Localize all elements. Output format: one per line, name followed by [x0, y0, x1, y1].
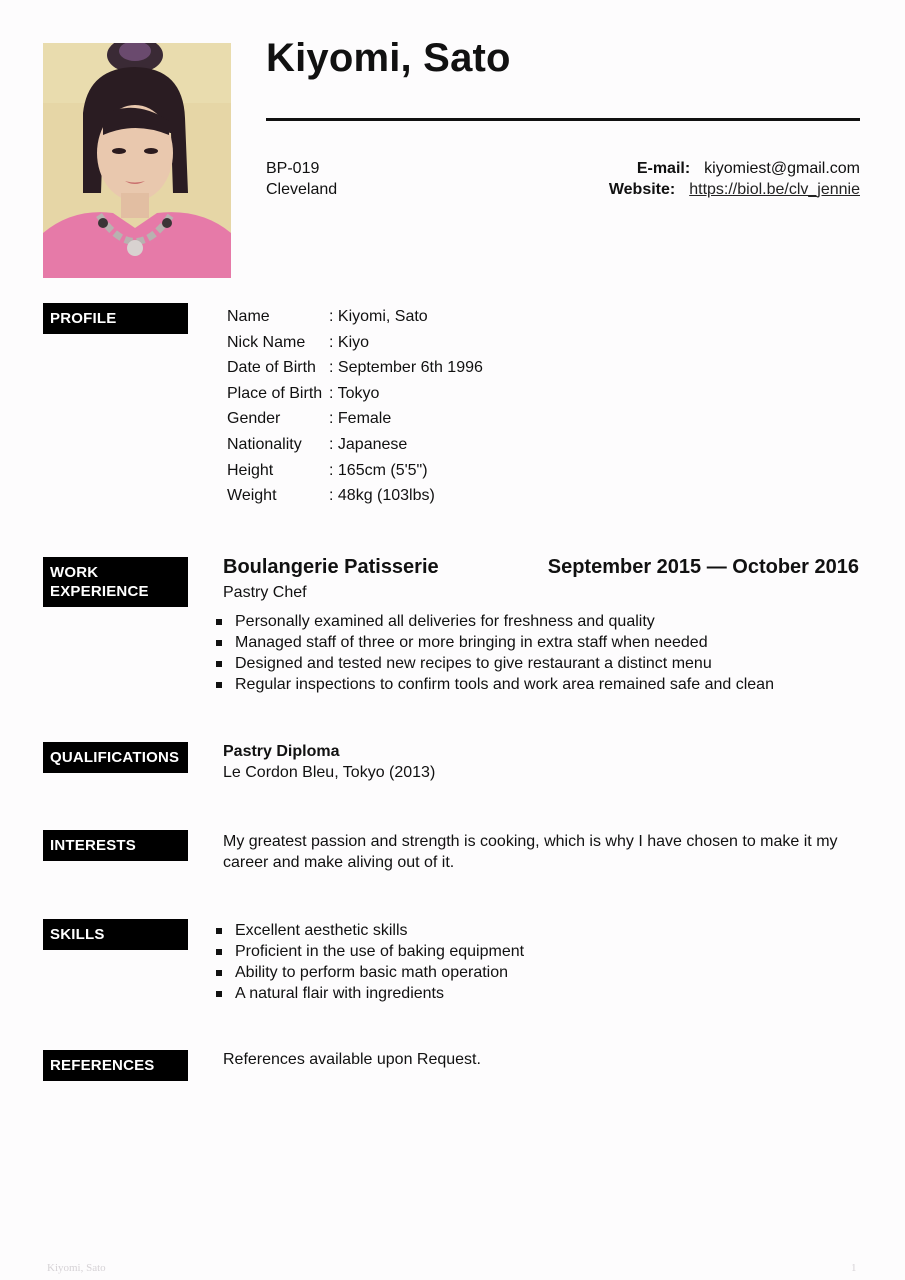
profile-row — [227, 408, 483, 434]
email-row — [609, 158, 860, 179]
profile-value: : September 6th 1996 — [329, 357, 483, 383]
section-label-references: REFERENCES — [43, 1050, 188, 1081]
email-label: E-mail: — [636, 160, 691, 177]
job-duties-list — [216, 611, 774, 695]
profile-value: : Kiyomi, Sato — [329, 306, 428, 332]
profile-photo — [43, 43, 231, 278]
website-row — [609, 179, 860, 200]
list-item: Proficient in the use of baking equipment — [216, 941, 524, 962]
page-number: 1 — [851, 1262, 857, 1274]
qualification-school: Le Cordon Bleu, Tokyo (2013) — [223, 764, 436, 781]
interests-text: My greatest passion and strength is cooking, which is why I have chosen to make it my career and make aliving out of it. — [223, 833, 838, 871]
section-label-line: EXPERIENCE — [50, 583, 149, 600]
header-divider — [266, 118, 860, 121]
profile-key: Nationality — [227, 435, 302, 453]
profile-key: Name — [227, 308, 270, 325]
list-item: Ability to perform basic math operation — [216, 962, 524, 983]
section-label-skills: SKILLS — [43, 919, 188, 950]
profile-value: : Japanese — [329, 434, 407, 460]
profile-row — [227, 332, 483, 358]
profile-value: : Tokyo — [329, 383, 379, 409]
section-label-work-experience — [43, 557, 188, 607]
profile-value: : 48kg (103lbs) — [329, 485, 435, 511]
profile-key: Nick Name — [227, 333, 306, 351]
job-company: Boulangerie Patisserie — [223, 556, 439, 578]
profile-row — [227, 485, 483, 511]
profile-key: Gender — [227, 410, 281, 428]
list-item: Excellent aesthetic skills — [216, 920, 524, 941]
email-value: kiyomiest@gmail.com — [704, 160, 860, 177]
candidate-name: Kiyomi, Sato — [266, 36, 511, 80]
profile-row — [227, 460, 483, 486]
references-text: References available upon Request. — [223, 1051, 481, 1068]
profile-table — [227, 306, 483, 511]
section-label-line: WORK — [50, 564, 99, 581]
profile-row — [227, 434, 483, 460]
list-item: Managed staff of three or more bringing in extra staff when needed — [216, 632, 774, 653]
profile-key: Height — [227, 461, 274, 479]
profile-value: : Kiyo — [329, 332, 369, 358]
job-role: Pastry Chef — [223, 584, 307, 601]
profile-row — [227, 357, 483, 383]
section-label-interests: INTERESTS — [43, 830, 188, 861]
job-dates: September 2015 — October 2016 — [547, 556, 859, 578]
profile-row — [227, 383, 483, 409]
list-item: Regular inspections to confirm tools and work area remained safe and clean — [216, 674, 774, 695]
profile-value: : 165cm (5'5") — [329, 460, 428, 486]
skills-list — [216, 920, 524, 1004]
profile-value: : Female — [329, 408, 391, 434]
footer-name: Kiyomi, Sato — [47, 1262, 106, 1274]
section-label-qualifications: QUALIFICATIONS — [43, 742, 188, 773]
job-header — [223, 556, 859, 579]
profile-row — [227, 306, 483, 332]
profile-key: Place of Birth — [227, 384, 323, 402]
address-block — [266, 158, 337, 200]
address-code: BP-019 — [266, 160, 320, 177]
qualification-title: Pastry Diploma — [223, 743, 340, 760]
section-label-profile: PROFILE — [43, 303, 188, 334]
address-city: Cleveland — [266, 181, 338, 198]
profile-key: Weight — [227, 487, 277, 505]
list-item: Personally examined all deliveries for freshness and quality — [216, 611, 774, 632]
profile-key: Date of Birth — [227, 359, 316, 377]
list-item: A natural flair with ingredients — [216, 983, 524, 1004]
contact-block — [609, 158, 860, 200]
website-label: Website: — [608, 181, 676, 198]
list-item: Designed and tested new recipes to give restaurant a distinct menu — [216, 653, 774, 674]
website-link[interactable]: https://biol.be/clv_jennie — [689, 181, 860, 198]
